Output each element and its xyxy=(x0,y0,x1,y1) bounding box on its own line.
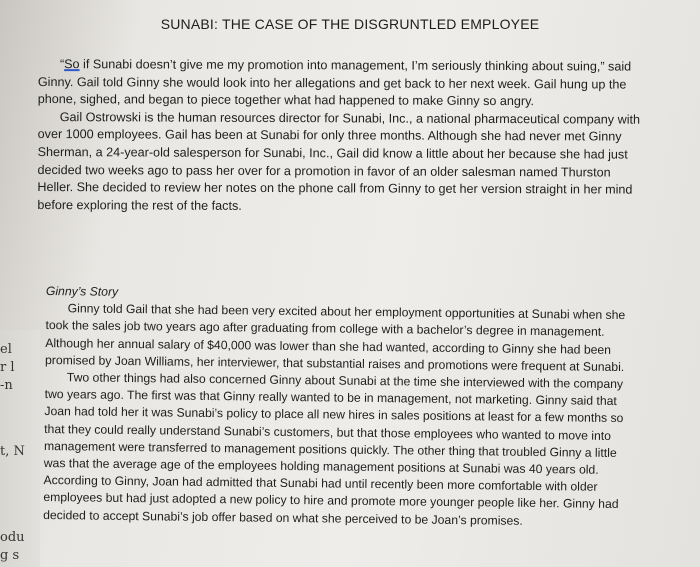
opening-quote-mark: “ xyxy=(59,57,65,72)
section-heading-ginnys-story: Ginny’s Story xyxy=(45,283,119,299)
facing-page-fragment: t, N xyxy=(0,444,25,459)
facing-page-fragment: el xyxy=(0,342,12,357)
paragraph-1-text: if Sunabi doesn’t give me my promotion into management, I’m seriously thinking about suing,” said Ginny. Gail told Ginny she would look into her allegations and get back to her next week. Gail hung up the phone, sighed, and began to piece together what had happened to make Ginny so angry. xyxy=(37,57,632,109)
intro-section xyxy=(37,56,650,217)
paragraph-ginny-concerns: Two other things had also concerned Ginny about Sunabi at the time she interviewed with the company two years ago. The first was that Ginny really wanted to be in management, not marketing. Ginny said that Joan had told her it was Sunabi’s policy to place all new hires in sales positions at least for a few months so that they could really understand Sunabi’s customers, but that those employees who wanted to move into management were transferred to management positions quickly. The other thing that troubled Ginny a little was that the average age of the employees holding management positions at Sunabi was 40 years old. According to Ginny, Joan had admitted that Sunabi had until recently been more comfortable with older employees but had just adopted a new policy to hire and promote more younger people like her. Ginny had decided to accept Sunabi’s job offer based on what she perceived to be Joan’s promises. xyxy=(43,370,624,528)
facing-page-fragment: r l xyxy=(0,360,15,375)
paragraph-ginny-hiring: Ginny told Gail that she had been very excited about her employment opportunities at Sunabi when she took the sales job two years ago after graduating from college with a bachelor’s degree in management. Although her annual salary of $40,000 was lower than she had wanted, according to Ginny she had been promised by Joan Williams, her interviewer, that substantial raises and promotions were frequent at Sunabi. xyxy=(44,301,626,374)
facing-page-fragment: g s xyxy=(0,548,20,563)
ginnys-story-section xyxy=(43,283,634,531)
underlined-word: So xyxy=(64,57,80,72)
document-title: SUNABI: THE CASE OF THE DISGRUNTLED EMPLOYEE xyxy=(160,16,540,32)
facing-page-fragment: -n xyxy=(0,378,13,393)
facing-page-fragment: odu xyxy=(0,530,25,545)
paragraph-opening-quote xyxy=(38,56,650,111)
paragraph-gail-background: Gail Ostrowski is the human resources director for Sunabi, Inc., a national pharmaceutical company with over 1000 employees. Gail has been at Sunabi for only three months. Although she had never met Ginny Sherman, a 24-year-old salesperson for Sunabi, Inc., Gail did know a little about her because she had just decided two weeks ago to pass her over for a promotion in favor of an older salesman named Thurston Heller. She decided to review her notes on the phone call from Ginny to get her version straight in her mind before exploring the rest of the facts. xyxy=(37,109,641,213)
